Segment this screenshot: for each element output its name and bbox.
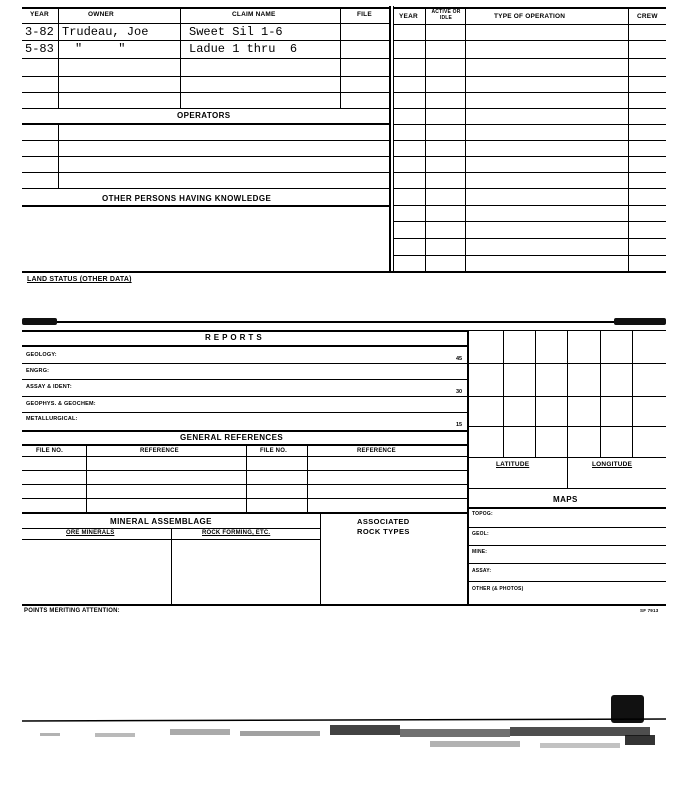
ops-col-year: [425, 8, 426, 271]
op-line-2: [22, 156, 390, 157]
ops-year-header: YEAR: [399, 13, 418, 20]
row1-owner: Trudeau, Joe: [62, 25, 149, 39]
report-num-30: 30: [456, 389, 463, 395]
row5-line: [22, 108, 390, 109]
knowledge-underline: [22, 205, 390, 207]
row2-year: 5-83: [25, 42, 54, 56]
gr-reference-1: REFERENCE: [140, 448, 179, 454]
gr-file-no-2: FILE NO.: [260, 448, 287, 454]
panel-divider-inner: [393, 6, 394, 272]
gr-line-3: [22, 498, 468, 499]
rock-forming-header: ROCK FORMING, ETC.: [202, 530, 271, 536]
report-bottom: [22, 430, 468, 432]
gr-header-underline: [22, 456, 468, 457]
op-divider: [58, 124, 59, 189]
row1-claim: Sweet Sil 1-6: [189, 25, 283, 39]
grid-col-5: [632, 330, 633, 457]
gr-col-1: [86, 445, 87, 512]
scan-noise: [0, 715, 678, 775]
row2-owner: " ": [75, 42, 126, 56]
upper-bottom-border: [22, 271, 666, 273]
maps-mine: MINE:: [472, 549, 488, 555]
ops-line-8: [393, 156, 666, 157]
report-geophys: GEOPHYS. & GEOCHEM:: [26, 401, 96, 407]
report-line-4: [22, 412, 468, 413]
grid-row-1: [469, 363, 666, 364]
report-num-15: 15: [456, 422, 463, 428]
general-references-title: GENERAL REFERENCES: [180, 433, 284, 442]
claim-name-header: CLAIM NAME: [232, 11, 276, 18]
rock-types-label: ROCK TYPES: [357, 527, 410, 536]
top-border: [22, 7, 390, 9]
reports-top-border: [22, 330, 468, 332]
row2-line: [22, 58, 390, 59]
grid-col-4: [600, 330, 601, 457]
op-line-3: [22, 172, 390, 173]
row1-year: 3-82: [25, 25, 54, 39]
col-year-divider: [58, 8, 59, 108]
redaction-mark-right: [614, 318, 666, 325]
maps-line-2: [469, 545, 666, 546]
ops-line-4: [393, 92, 666, 93]
ops-line-12: [393, 221, 666, 222]
ops-col-active: [465, 8, 466, 271]
report-line-1: [22, 363, 468, 364]
year-header: YEAR: [30, 11, 49, 18]
ops-line-3: [393, 76, 666, 77]
grid-row-2: [469, 396, 666, 397]
report-metallurgical: METALLURGICAL:: [26, 416, 78, 422]
ops-line-7: [393, 140, 666, 141]
row2-claim: Ladue 1 thru 6: [189, 42, 298, 56]
reports-title: R E P O R T S: [205, 333, 263, 342]
redaction-mark-left: [22, 318, 57, 325]
maps-line-4: [469, 581, 666, 582]
latlong-divider: [567, 457, 568, 488]
report-assay: ASSAY & IDENT:: [26, 384, 72, 390]
grid-col-2: [535, 330, 536, 457]
gr-col-2: [246, 445, 247, 512]
longitude-label: LONGITUDE: [592, 461, 633, 468]
row4-line: [22, 92, 390, 93]
report-geology: GEOLOGY:: [26, 352, 57, 358]
latitude-label: LATITUDE: [496, 461, 530, 468]
ops-line-10: [393, 188, 666, 189]
gr-title-underline: [22, 444, 468, 446]
maps-title: MAPS: [553, 495, 578, 504]
type-of-operation-header: TYPE OF OPERATION: [494, 13, 566, 20]
mineral-col-1: [171, 529, 172, 604]
gr-line-1: [22, 470, 468, 471]
operators-underline: [22, 123, 390, 125]
latlong-bottom: [469, 488, 666, 489]
maps-line-1: [469, 527, 666, 528]
gr-bottom: [22, 512, 468, 514]
panel-divider: [389, 6, 391, 272]
mineral-title: MINERAL ASSEMBLAGE: [110, 517, 212, 526]
grid-row-3: [469, 426, 666, 427]
maps-title-underline: [469, 507, 666, 509]
report-line-2: [22, 379, 468, 380]
report-line-3: [22, 396, 468, 397]
gr-line-2: [22, 484, 468, 485]
grid-col-3: [567, 330, 568, 457]
form-bottom-border: [22, 604, 666, 606]
mineral-col-2: [320, 513, 321, 604]
maps-line-3: [469, 563, 666, 564]
ops-line-2: [393, 58, 666, 59]
ops-line-1: [393, 40, 666, 41]
gr-reference-2: REFERENCE: [357, 448, 396, 454]
maps-other: OTHER (& PHOTOS): [472, 586, 524, 592]
gr-file-no-1: FILE NO.: [36, 448, 63, 454]
form-number: SF 7913: [640, 608, 659, 613]
col-claim-divider: [340, 8, 341, 108]
land-status-label: LAND STATUS (OTHER DATA): [27, 276, 132, 283]
header-underline: [22, 23, 390, 24]
ops-line-9: [393, 172, 666, 173]
maps-topog: TOPOG:: [472, 511, 493, 517]
ore-minerals-header: ORE MINERALS: [66, 530, 115, 536]
row3-line: [22, 76, 390, 77]
operators-title: OPERATORS: [177, 111, 231, 120]
col-owner-divider: [180, 8, 181, 108]
maps-geol: GEOL:: [472, 531, 489, 537]
op-line-4: [22, 188, 390, 189]
ops-line-13: [393, 238, 666, 239]
ops-line-11: [393, 205, 666, 206]
gr-col-3: [307, 445, 308, 512]
owner-header: OWNER: [88, 11, 114, 18]
report-num-45: 45: [456, 356, 463, 362]
ops-line-5: [393, 108, 666, 109]
maps-assay: ASSAY:: [472, 568, 492, 574]
points-meriting-attention: POINTS MERITING ATTENTION:: [24, 608, 120, 614]
reports-title-underline: [22, 345, 468, 347]
grid-col-1: [503, 330, 504, 457]
row1-line: [22, 40, 390, 41]
active-idle-header: ACTIVE OR IDLE: [431, 9, 461, 21]
knowledge-title: OTHER PERSONS HAVING KNOWLEDGE: [102, 194, 272, 203]
op-line-1: [22, 140, 390, 141]
ops-header-underline: [393, 24, 666, 25]
associated-label: ASSOCIATED: [357, 517, 410, 526]
report-engrg: ENGRG:: [26, 368, 50, 374]
section-separator: [22, 321, 666, 323]
ops-line-6: [393, 124, 666, 125]
file-header: FILE: [357, 11, 372, 18]
crew-header: CREW: [637, 13, 658, 20]
ops-line-14: [393, 255, 666, 256]
ops-col-type: [628, 8, 629, 271]
